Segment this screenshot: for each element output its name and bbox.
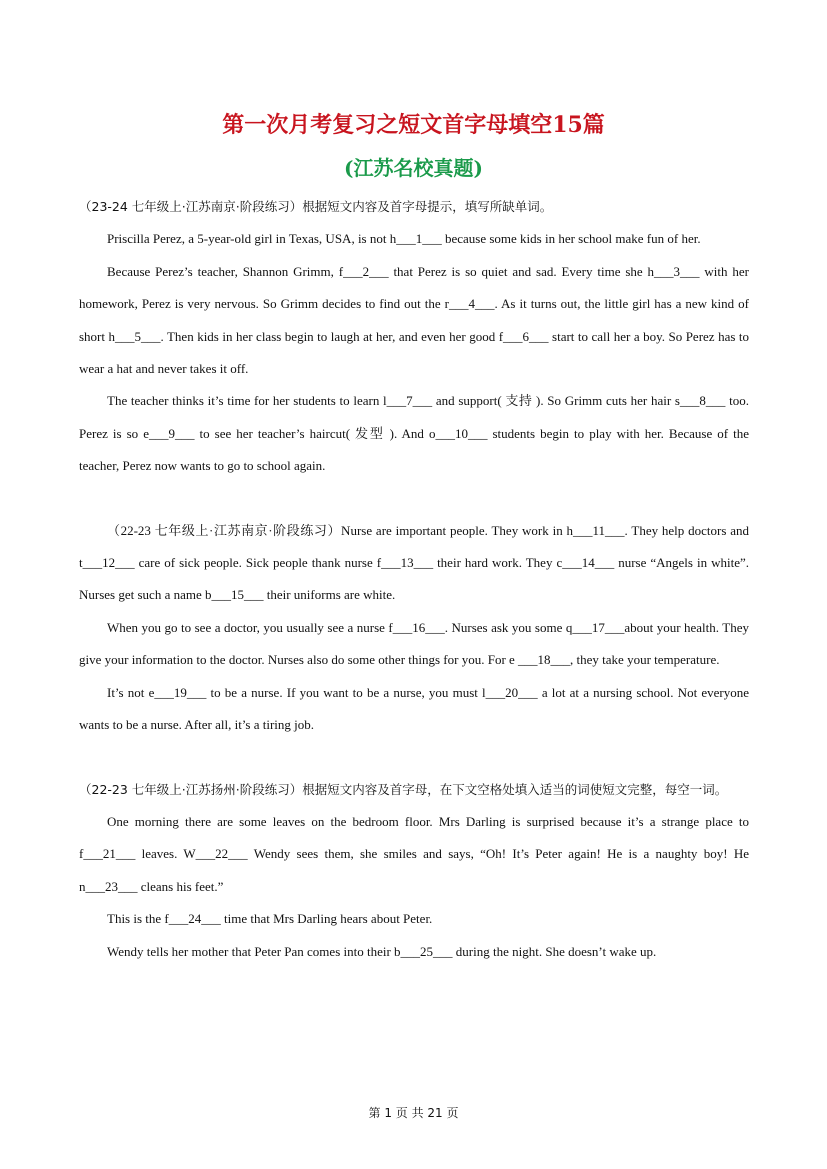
passage-paragraph: The teacher thinks it’s time for her students to learn l___7___ and support( 支持 ). So Grimm cuts her hair s___8___ too. Perez is so e___9___ to see her teacher’s haircut( 发型 ). And o___10___ students begin to play with her. Because of the teacher, Perez now wants to go to school again. bbox=[79, 393, 749, 474]
passage-paragraph: It’s not e___19___ to be a nurse. If you want to be a nurse, you must l___20___ a lot at a nursing school. Not everyone wants to be a nurse. After all, it’s a tiring job. bbox=[79, 684, 749, 733]
passage-paragraph: One morning there are some leaves on the bedroom floor. Mrs Darling is surprised because it’s a strange place to f___21___ leaves. W___22___ Wendy sees them, she smiles and says, “Oh! It’s Peter again! He is a naughty boy! He n___23___ cleans his feet.” bbox=[79, 813, 749, 894]
section-instruction: （23-24 七年级上·江苏南京·阶段练习）根据短文内容及首字母提示，填写所缺单词。 bbox=[79, 199, 553, 214]
page-title: 第一次月考复习之短文首字母填空15篇 bbox=[222, 112, 605, 138]
passage-paragraph: Wendy tells her mother that Peter Pan comes into their b___25___ during the night. She doesn’t wake up. bbox=[107, 943, 657, 959]
page-footer: 第 1 页 共 21 页 bbox=[368, 1106, 459, 1120]
page-subtitle: (江苏名校真题) bbox=[344, 156, 483, 180]
passage-paragraph: Because Perez’s teacher, Shannon Grimm, f___2___ that Perez is so quiet and sad. Every time she h___3___ with her homework, Perez is very nervous. So Grimm decides to find out the r___4___. As it turns out, the little girl has a new kind of short h___5___. Then kids in her class begin to laugh at her, and even her good f___6___ start to call her a boy. So Perez has to wear a hat and never takes it off. bbox=[79, 263, 749, 377]
document-body bbox=[79, 191, 749, 968]
passage-paragraph: Priscilla Perez, a 5-year-old girl in Texas, USA, is not h___1___ because some kids in her school make fun of her. bbox=[107, 231, 701, 247]
section-instruction: （22-23 七年级上·江苏扬州·阶段练习）根据短文内容及首字母，在下文空格处填入适当的词使短文完整，每空一词。 bbox=[79, 781, 728, 797]
passage-paragraph: When you go to see a doctor, you usually see a nurse f___16___. Nurses ask you some q___17___about your health. They give your information to the doctor. Nurses also do some other things for you. For e ___18___, they take your temperature. bbox=[79, 619, 749, 668]
passage-paragraph: This is the f___24___ time that Mrs Darling hears about Peter. bbox=[107, 911, 433, 927]
section-instruction-passage: （22-23 七年级上·江苏南京·阶段练习）Nurse are important people. They work in h___11___. They help doctors and t___12___ care of sick people. Sick people thank nurse f___13___ their hard work. They c___14___ nurse “Angels in white”. Nurses get such a name b___15___ their uniforms are white. bbox=[79, 522, 749, 603]
